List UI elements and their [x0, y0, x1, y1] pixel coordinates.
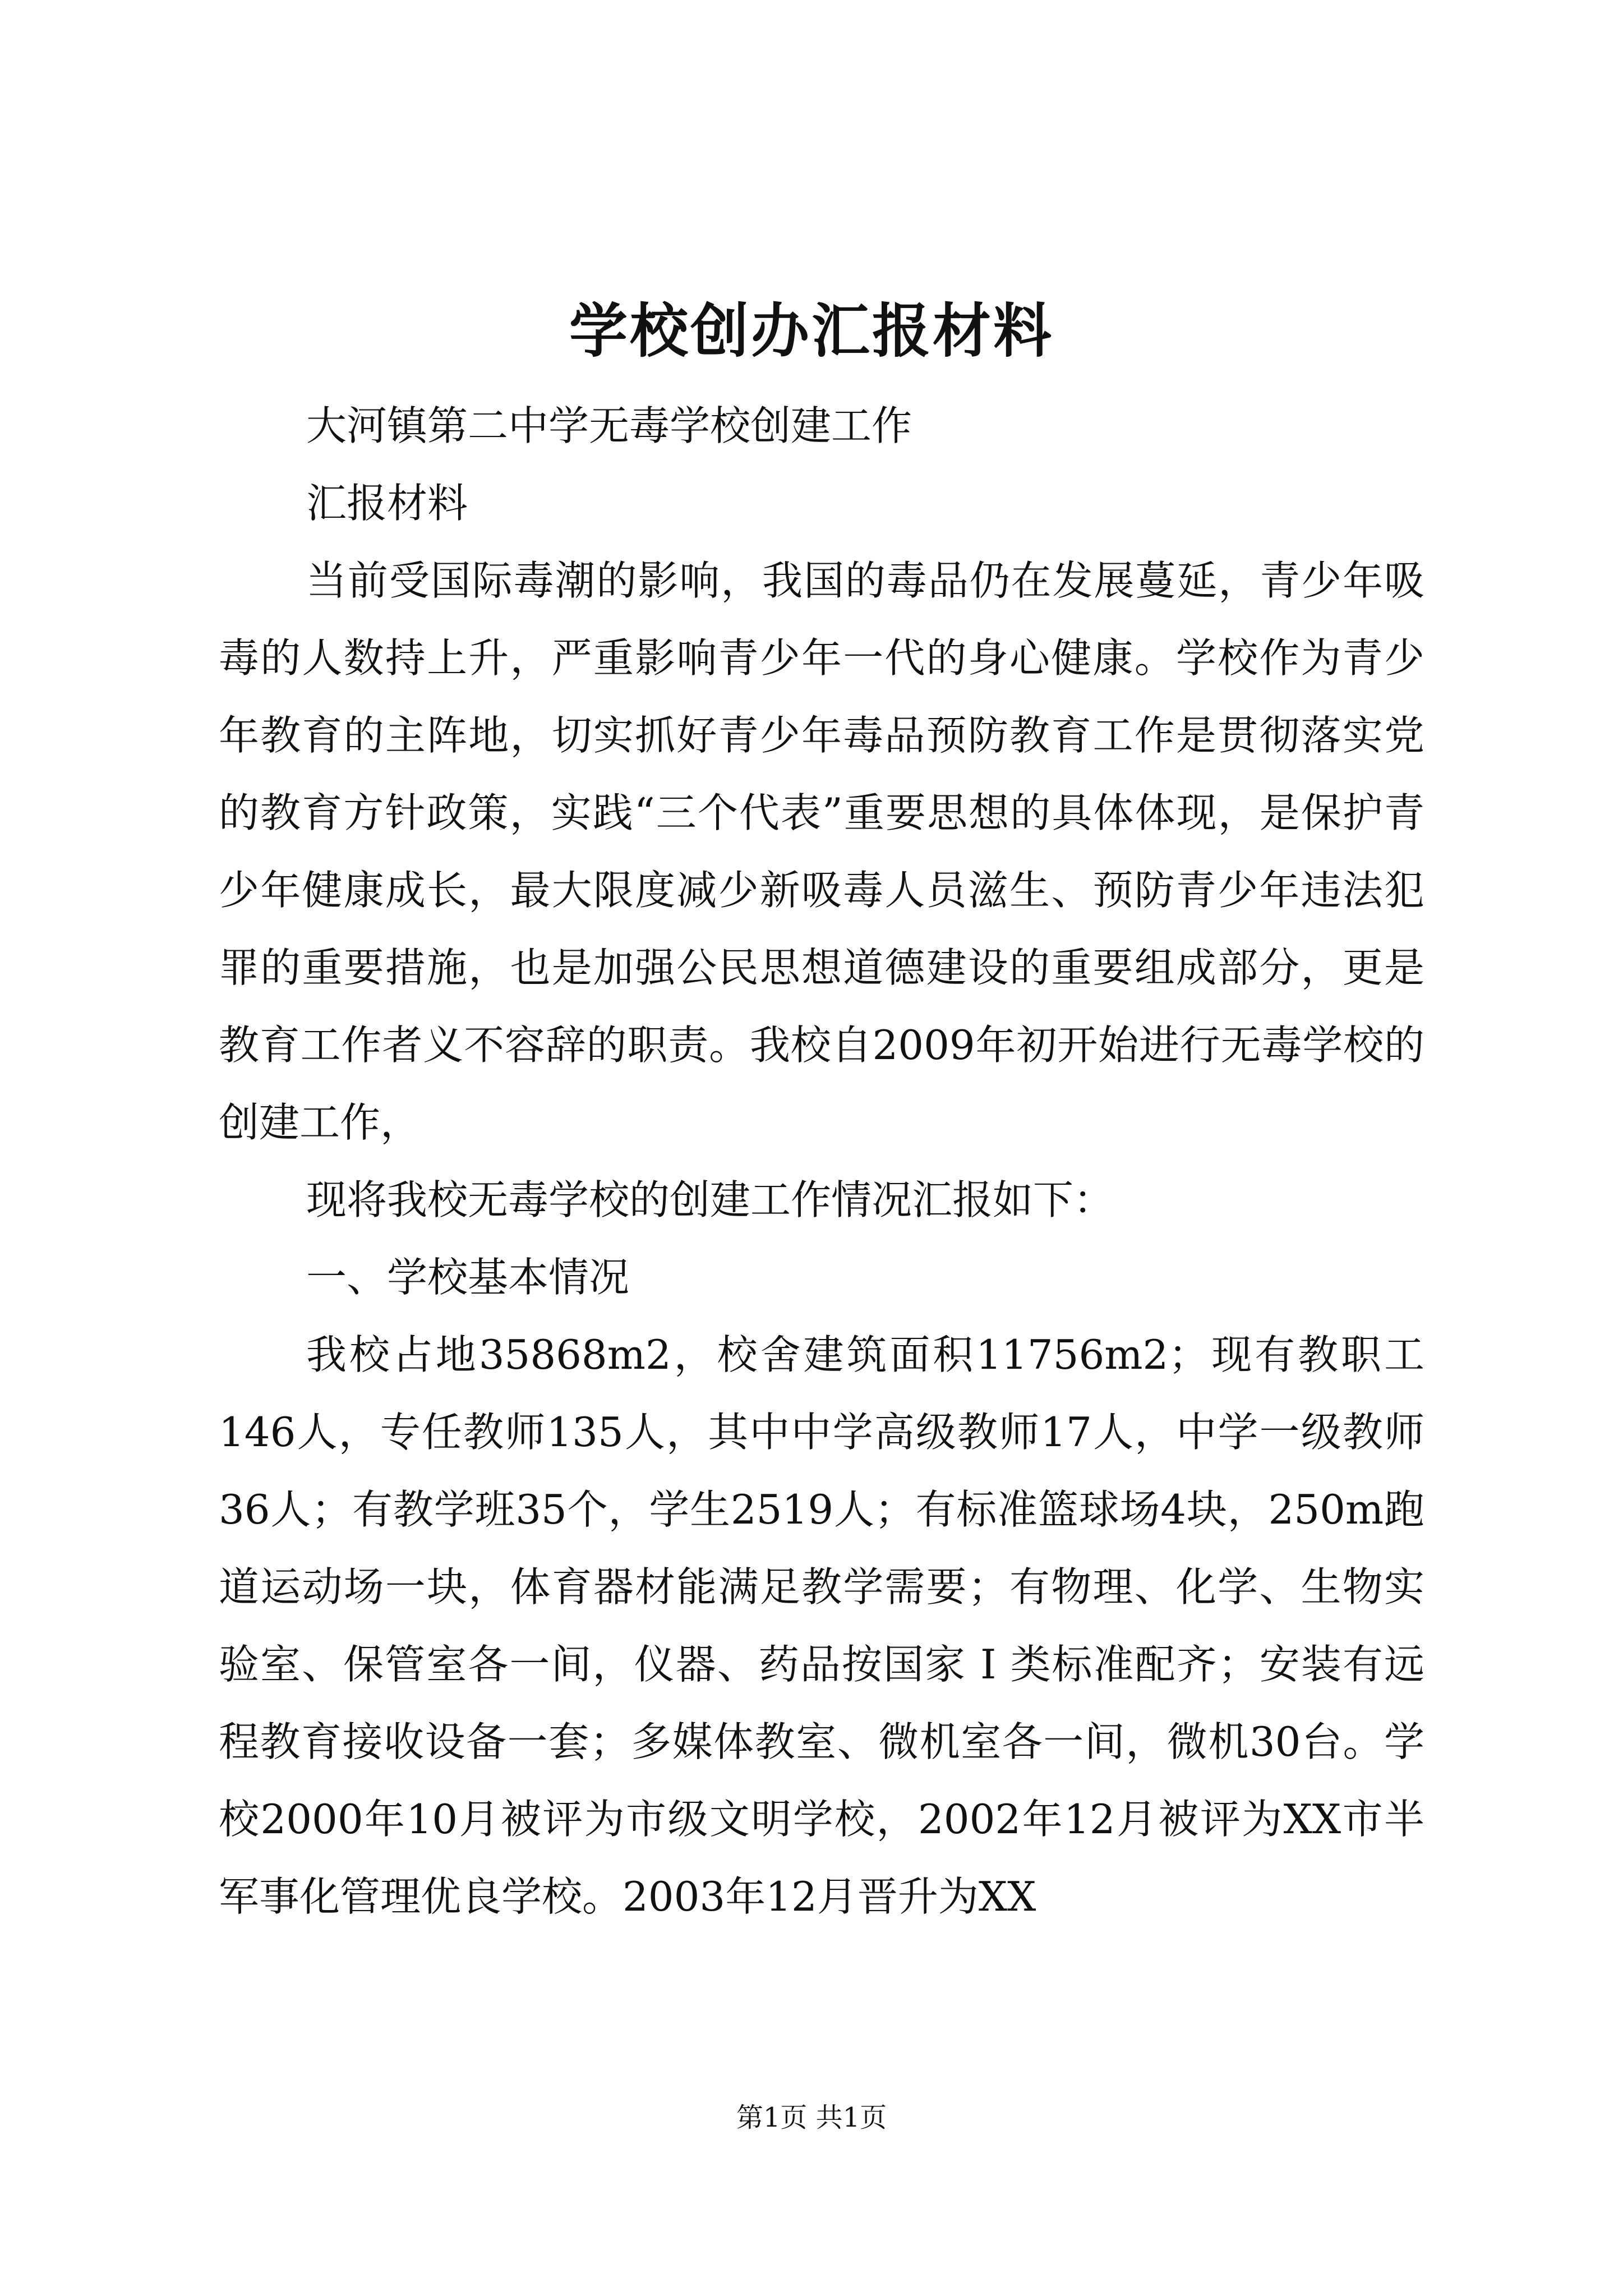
paragraph-basic-info: 我校占地35868m2，校舍建筑面积11756m2；现有教职工146人，专任教师135人，其中中学高级教师17人，中学一级教师36人；有教学班35个，学生2519人；有标准篮球场4块，250m跑道运动场一块，体育器材能满足教学需要；有物理、化学、生物实验室、保管室各一间，仪器、药品按国家 I 类标准配齐；安装有远程教育接收设备一套；多媒体教室、微机室各一间，微机30台。学校2000年10月被评为市级文明学校，2002年12月被评为XX市半军事化管理优良学校。2003年12月晋升为XX: [219, 1331, 1424, 1920]
document-body: [219, 387, 1424, 1935]
paragraph-report-label: 汇报材料: [306, 480, 468, 527]
document-title: 学校创办汇报材料: [569, 296, 1054, 365]
paragraph-intro: 当前受国际毒潮的影响，我国的毒品仍在发展蔓延，青少年吸毒的人数持上升，严重影响青少年一代的身心健康。学校作为青少年教育的主阵地，切实抓好青少年毒品预防教育工作是贯彻落实党的教育方针政策，实践“三个代表”重要思想的具体体现，是保护青少年健康成长，最大限度减少新吸毒人员滋生、预防青少年违法犯罪的重要措施，也是加强公民思想道德建设的重要组成部分，更是教育工作者义不容辞的职责。我校自2009年初开始进行无毒学校的创建工作，: [219, 557, 1424, 1146]
page-footer: 第1页 共1页: [736, 2102, 887, 2133]
paragraph-school-name: 大河镇第二中学无毒学校创建工作: [306, 402, 912, 449]
paragraph-report-lead: 现将我校无毒学校的创建工作情况汇报如下：: [306, 1176, 1114, 1223]
section-heading-basic-info: 一、学校基本情况: [306, 1254, 630, 1301]
